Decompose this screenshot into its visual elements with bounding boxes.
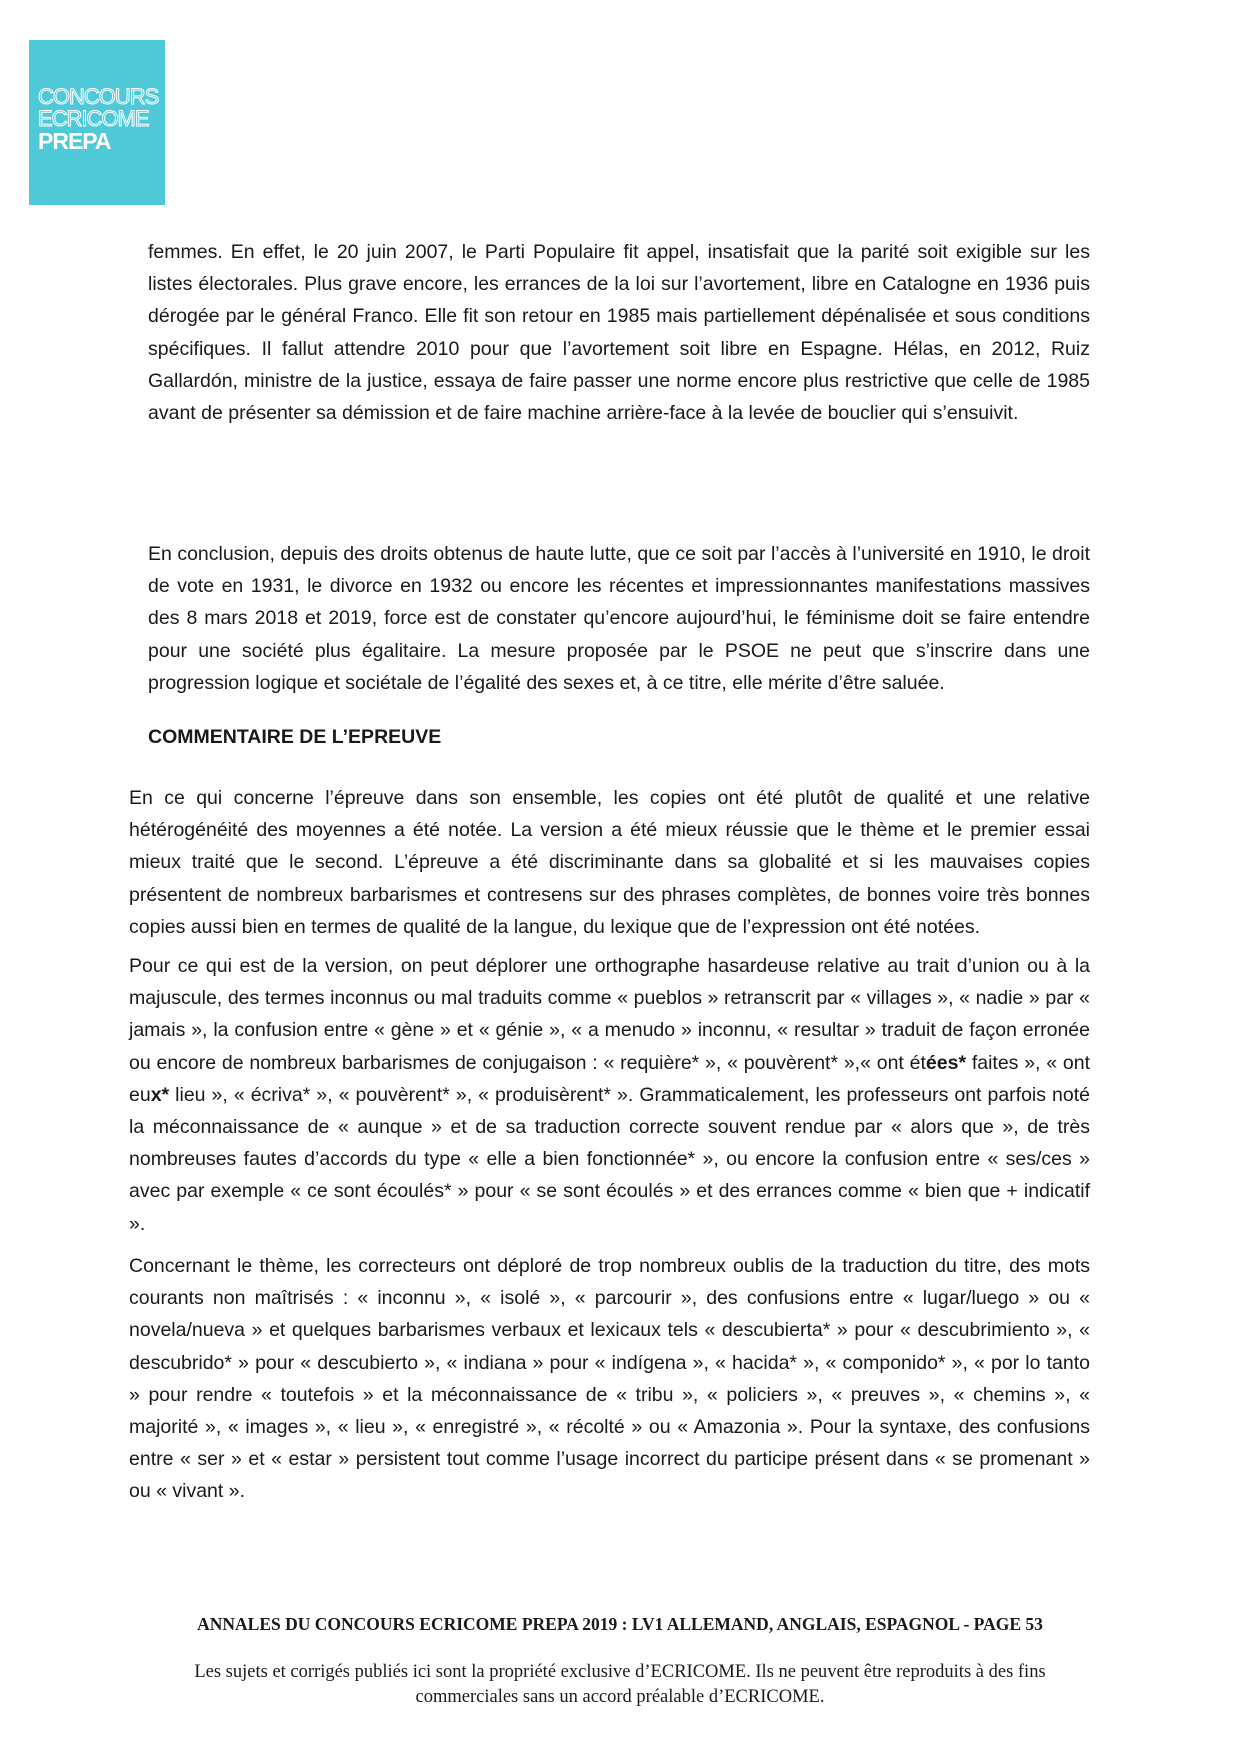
version-text-part1: Pour ce qui est de la version, on peut déplorer une orthographe hasardeuse relative au trait d’union ou à la majuscule, des termes inconnus ou mal traduits comme « pueblos » retranscrit par « villages », « nadie » par « jamais », la confusion entre « gène » et « génie », « a menudo » inconnu, « resultar » traduit de façon erronée ou encore de nombreux barbarismes de conjugaison : « requière* », « pouvèrent* »,« ont ét (129, 955, 1090, 1074)
version-text-part3: lieu », « écriva* », « pouvèrent* », « produisèrent* ». Grammaticalement, les professeurs ont parfois noté la méconnaissance de « aunque » et de sa traduction correcte souvent rendue par « alors que », de très nombreuses fautes d’accords du type « elle a bien fonctionnée* », ou encore la confusion entre « ses/ces » avec par exemple « ce sont écoulés* » pour « se sont écoulés » et des errances comme « bien que + indicatif ». (129, 1083, 1090, 1235)
footer-title: ANNALES DU CONCOURS ECRICOME PREPA 2019 : LV1 ALLEMAND, ANGLAIS, ESPAGNOL - PAGE 53 (197, 1614, 1043, 1634)
footer-copyright-note: Les sujets et corrigés publiés ici sont la propriété exclusive d’ECRICOME. Ils ne peuvent être reproduits à des fins commerciales sans un accord préalable d’ECRICOME. (194, 1662, 1046, 1707)
paragraph-conclusion: En conclusion, depuis des droits obtenus de haute lutte, que ce soit par l’accès à l’université en 1910, le droit de vote en 1931, le divorce en 1932 ou encore les récentes et impressionnantes manifestations massives des 8 mars 2018 et 2019, force est de constater qu’encore aujourd’hui, le féminisme doit se faire entendre pour une société plus égalitaire. La mesure proposée par le PSOE ne peut que s’inscrire dans une progression logique et sociétale de l’égalité des sexes et, à ce titre, elle mérite d’être saluée. (148, 543, 1090, 694)
logo-line-ecricome: ECRICOME (38, 106, 149, 131)
paragraph-continuation: femmes. En effet, le 20 juin 2007, le Parti Populaire fit appel, insatisfait que la parité soit exigible sur les listes électorales. Plus grave encore, les errances de la loi sur l’avortement, libre en Catalogne en 1936 puis dérogée par le général Franco. Elle fit son retour en 1985 mais partiellement dépénalisée et sous conditions spécifiques. Il fallut attendre 2010 pour que l’avortement soit libre en Espagne. Hélas, en 2012, Ruiz Gallardón, ministre de la justice, essaya de faire passer une norme encore plus restrictive que celle de 1985 avant de présenter sa démission et de faire machine arrière-face à la levée de bouclier qui s’ensuivit. (148, 241, 1090, 425)
version-text-part2: faites », « ont eu (129, 1051, 1091, 1106)
logo-line-concours: CONCOURS (38, 84, 159, 109)
section-heading: COMMENTAIRE DE L’EPREUVE (148, 726, 442, 748)
paragraph-overview: En ce qui concerne l’épreuve dans son ensemble, les copies ont été plutôt de qualité et une relative hétérogénéité des moyennes a été notée. La version a été mieux réussie que le thème et le premier essai mieux traité que le second. L’épreuve a été discriminante dans sa globalité et si les mauvaises copies présentent de nombreux barbarismes et contresens sur des phrases complètes, de bonnes voire très bonnes copies aussi bien en termes de qualité de la langue, du lexique que de l’expression ont été notées. (129, 787, 1090, 938)
ecricome-logo (29, 40, 165, 205)
logo-line-prepa: PREPA (38, 128, 111, 154)
paragraph-theme: Concernant le thème, les correcteurs ont déploré de trop nombreux oublis de la traduction du titre, des mots courants non maîtrisés : « inconnu », « isolé », « parcourir », des confusions entre « lugar/luego » ou « novela/nueva » et quelques barbarismes verbaux et lexicaux tels « descubierta* » pour « descubrimiento », « descubrido* » pour « descubierto », « indiana » pour « indígena », « hacida* », « componido* », « por lo tanto » pour rendre « toutefois » et la méconnaissance de « tribu », « policiers », « preuves », « chemins », « majorité », « images », « lieu », « enregistré », « récolté » ou « Amazonia ». Pour la syntaxe, des confusions entre « ser » et « estar » persistent tout comme l’usage incorrect du participe présent dans « se promenant » ou « vivant ». (129, 1255, 1090, 1503)
paragraph-version (129, 950, 1090, 1240)
version-bold-2: x* (150, 1083, 170, 1106)
version-bold-1: ées* (925, 1051, 967, 1074)
